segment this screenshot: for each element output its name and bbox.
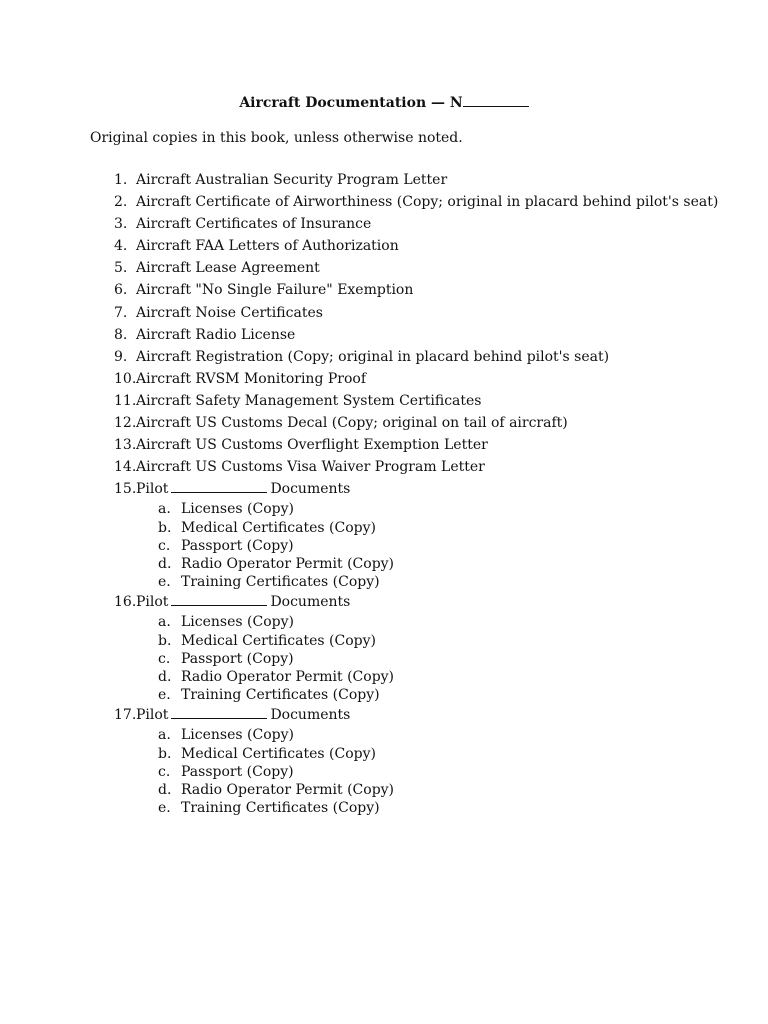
sub-list-item <box>0 781 768 799</box>
list-item-text: Aircraft Lease Agreement <box>136 260 320 277</box>
sub-item-text: Medical Certificates (Copy) <box>181 632 376 649</box>
list-item-text: Aircraft Noise Certificates <box>136 304 323 321</box>
list-item-text: Aircraft Radio License <box>136 326 296 343</box>
list-item <box>0 191 768 213</box>
sub-list-item <box>0 500 768 518</box>
sub-item-letter: a. <box>158 727 171 744</box>
list-item-number: 9. <box>114 348 128 365</box>
sub-item-text: Medical Certificates (Copy) <box>181 745 376 762</box>
sub-item-letter: b. <box>158 632 172 649</box>
sub-item-text: Training Certificates (Copy) <box>181 800 380 817</box>
list-item-text: Aircraft Certificates of Insurance <box>136 216 372 233</box>
documents-label: Documents <box>270 481 351 498</box>
sub-list-item <box>0 537 768 555</box>
list-item-text: Aircraft US Customs Overflight Exemption Letter <box>136 437 488 454</box>
pilot-name-blank <box>171 705 267 719</box>
list-item <box>0 412 768 434</box>
sub-item-letter: c. <box>158 537 171 554</box>
list-item <box>0 302 768 324</box>
sub-item-letter: e. <box>158 800 171 817</box>
sub-list-item <box>0 763 768 781</box>
pilot-label: Pilot <box>136 594 169 611</box>
sub-item-text: Licenses (Copy) <box>181 614 294 631</box>
sub-item-letter: e. <box>158 574 171 591</box>
list-item-text: Aircraft US Customs Visa Waiver Program Letter <box>136 459 485 476</box>
list-item-number: 7. <box>114 304 128 321</box>
sub-item-letter: c. <box>158 763 171 780</box>
sub-item-text: Radio Operator Permit (Copy) <box>181 669 395 685</box>
tail-number-blank <box>463 93 529 107</box>
pilot-documents-item <box>0 591 768 613</box>
sub-item-text: Passport (Copy) <box>181 650 294 667</box>
sub-list-item <box>0 613 768 631</box>
sub-item-letter: a. <box>158 501 171 518</box>
sub-item-text: Licenses (Copy) <box>181 727 294 744</box>
sub-item-text: Radio Operator Permit (Copy) <box>181 555 395 572</box>
list-item-text: Aircraft Registration (Copy; original in placard behind pilot's seat) <box>136 348 610 365</box>
list-item-number: 1. <box>114 172 128 188</box>
list-item <box>0 213 768 235</box>
list-item-number: 16. <box>114 594 137 611</box>
list-item-number: 6. <box>114 282 128 299</box>
list-item <box>0 235 768 257</box>
documents-label: Documents <box>270 707 351 724</box>
sub-list-item <box>0 668 768 686</box>
sub-item-text: Passport (Copy) <box>181 537 294 554</box>
pilot-documents-item <box>0 478 768 500</box>
sub-item-letter: d. <box>158 669 172 685</box>
sub-item-letter: a. <box>158 614 171 631</box>
list-item <box>0 390 768 412</box>
list-item <box>0 456 768 478</box>
list-item-number: 8. <box>114 326 128 343</box>
documents-label: Documents <box>270 594 351 611</box>
sub-list-item <box>0 799 768 817</box>
pilot-line <box>136 591 350 613</box>
list-item-number: 17. <box>114 707 137 724</box>
sub-item-letter: b. <box>158 745 172 762</box>
list-item-text: Aircraft "No Single Failure" Exemption <box>136 282 414 299</box>
list-item-number: 2. <box>114 194 128 211</box>
sub-item-text: Training Certificates (Copy) <box>181 687 380 704</box>
list-item-number: 10. <box>114 370 137 387</box>
sub-list-item <box>0 650 768 668</box>
pilot-documents-item <box>0 704 768 726</box>
pilot-line <box>136 478 350 500</box>
sub-list-item <box>0 632 768 650</box>
list-item-text: Aircraft RVSM Monitoring Proof <box>136 370 367 387</box>
sub-list-item <box>0 686 768 704</box>
sub-item-text: Passport (Copy) <box>181 763 294 780</box>
list-item <box>0 279 768 301</box>
list-item <box>0 324 768 346</box>
list-item <box>0 257 768 279</box>
sub-item-letter: d. <box>158 555 172 572</box>
list-item-number: 4. <box>114 238 128 255</box>
sub-item-text: Training Certificates (Copy) <box>181 574 380 591</box>
sub-list-item <box>0 573 768 591</box>
list-item-number: 5. <box>114 260 128 277</box>
sub-list-item <box>0 745 768 763</box>
list-item-number: 15. <box>114 481 137 498</box>
pilot-name-blank <box>171 479 267 493</box>
sub-list-item <box>0 726 768 744</box>
list-item <box>0 346 768 368</box>
sub-list-item <box>0 519 768 537</box>
intro-text: Original copies in this book, unless otherwise noted. <box>90 130 463 146</box>
list-item-text: Aircraft Certificate of Airworthiness (Copy; original in placard behind pilot's seat) <box>136 194 719 211</box>
title-text: Aircraft Documentation — N <box>239 95 463 111</box>
sub-item-text: Radio Operator Permit (Copy) <box>181 782 395 799</box>
pilot-line <box>136 704 350 726</box>
list-item-text: Aircraft Australian Security Program Letter <box>136 172 448 188</box>
list-item-number: 12. <box>114 415 137 432</box>
list-item <box>0 434 768 456</box>
sub-list-item <box>0 555 768 573</box>
list-item-text: Aircraft Safety Management System Certificates <box>136 392 482 409</box>
sub-item-letter: b. <box>158 519 172 536</box>
sub-item-text: Licenses (Copy) <box>181 501 294 518</box>
sub-item-letter: c. <box>158 650 171 667</box>
list-item-number: 13. <box>114 437 137 454</box>
list-item <box>0 169 768 191</box>
pilot-label: Pilot <box>136 707 169 724</box>
sub-item-letter: e. <box>158 687 171 704</box>
list-item-number: 3. <box>114 216 128 233</box>
sub-item-letter: d. <box>158 782 172 799</box>
list-item <box>0 368 768 390</box>
pilot-name-blank <box>171 592 267 606</box>
list-item-number: 14. <box>114 459 137 476</box>
document-list <box>0 169 768 817</box>
page-title <box>0 93 768 111</box>
pilot-label: Pilot <box>136 481 169 498</box>
sub-item-text: Medical Certificates (Copy) <box>181 519 376 536</box>
list-item-number: 11. <box>114 392 137 409</box>
list-item-text: Aircraft US Customs Decal (Copy; original on tail of aircraft) <box>136 415 568 432</box>
list-item-text: Aircraft FAA Letters of Authorization <box>136 238 399 255</box>
